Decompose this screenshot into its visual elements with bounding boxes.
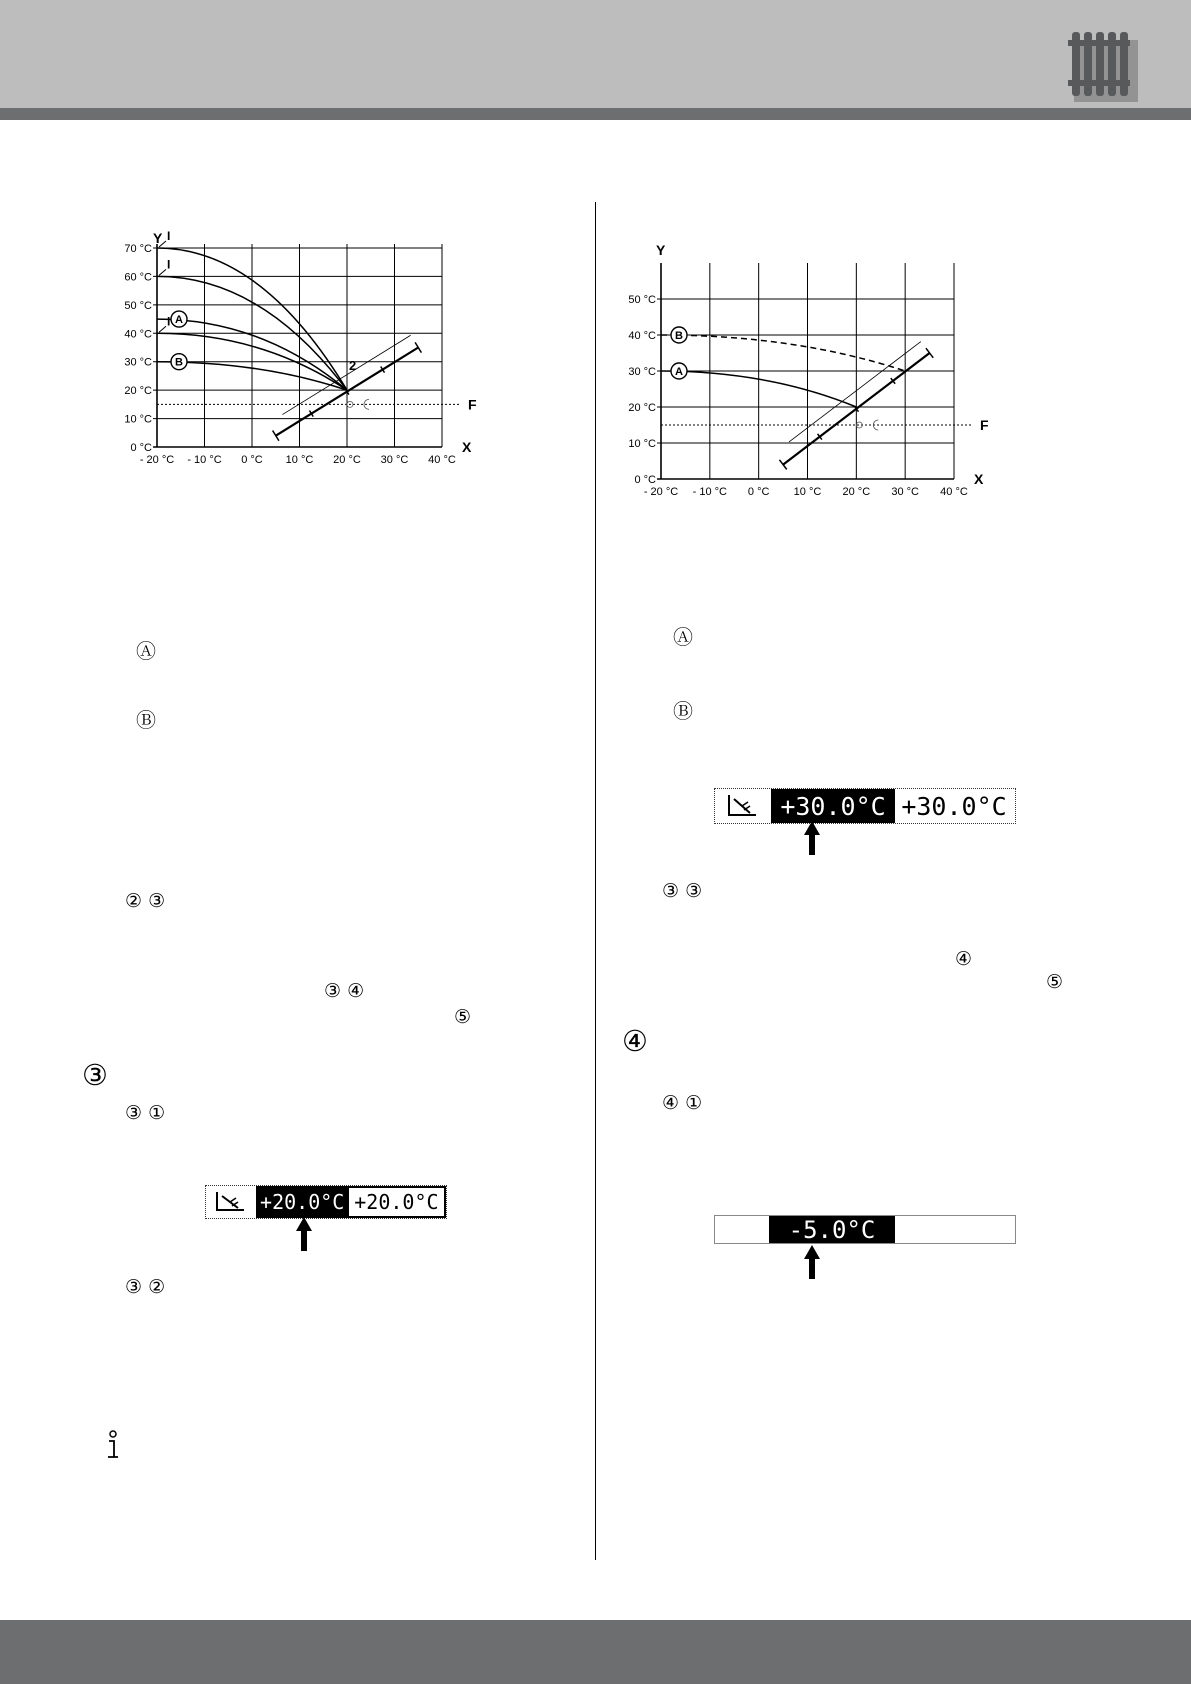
page-header	[0, 0, 1191, 108]
display-value-right: +30.0°C	[901, 791, 1007, 821]
marker-a: Ⓐ	[136, 639, 156, 663]
moon-icon	[715, 1216, 769, 1243]
y-axis-label: Y	[656, 242, 666, 258]
curve-label-pointer	[159, 326, 166, 332]
y-tick-label: 50 °C	[628, 294, 656, 306]
heating-curve-icon	[715, 789, 771, 823]
y-tick-label: 30 °C	[628, 366, 656, 378]
page-footer	[0, 1620, 1191, 1684]
x-tick-label: 40 °C	[428, 454, 456, 466]
display-heating-setpoint	[205, 1185, 447, 1219]
heating-curve-chart-left	[100, 229, 510, 502]
heating-curve-chart-right	[628, 242, 1070, 504]
reference-3-4: ③ ④	[324, 980, 365, 1002]
display-value: +20.0°C	[349, 1186, 446, 1218]
x-tick-label: 20 °C	[333, 454, 361, 466]
display-night-setpoint	[714, 1215, 1016, 1244]
marker-b: Ⓑ	[136, 708, 156, 732]
heating-curve	[661, 335, 905, 371]
reference-5-right: ⑤	[1046, 971, 1064, 993]
y-tick-label: 0 °C	[634, 474, 656, 486]
y-tick-label: 60 °C	[124, 271, 152, 284]
arrow-up-icon	[294, 1217, 314, 1251]
arrow-up-icon	[802, 821, 822, 855]
x-tick-label: - 20 °C	[643, 486, 679, 498]
section-number-4: ④	[622, 1024, 648, 1058]
column-divider	[595, 202, 596, 1560]
x-tick-label: - 20 °C	[139, 454, 175, 466]
x-tick-label: 0 °C	[241, 454, 263, 466]
y-tick-label: 0 °C	[130, 442, 152, 454]
reference-5: ⑤	[454, 1006, 472, 1028]
curve-label: I	[167, 314, 171, 329]
section-number-3: ③	[82, 1058, 108, 1092]
display-selected-value-right: +30.0°C	[771, 789, 895, 823]
curve-label-pointer	[159, 269, 166, 275]
display-setpoint-right	[714, 788, 1016, 824]
y-tick-label: 40 °C	[628, 330, 656, 342]
y-tick-label: 20 °C	[124, 385, 152, 398]
x-tick-label: 40 °C	[940, 486, 968, 498]
heating-curve-icon	[206, 1186, 258, 1218]
header-rule	[0, 108, 1191, 120]
axis-tick	[273, 431, 279, 441]
arrow-up-icon	[802, 1245, 822, 1279]
chart-grid	[628, 263, 968, 498]
axis-tick	[779, 460, 786, 470]
x-tick-label: 30 °C	[891, 486, 919, 498]
curve-marker-label: A	[675, 366, 683, 378]
curve-marker-label: B	[675, 330, 683, 342]
x-tick-label: 20 °C	[842, 486, 871, 498]
info-icon	[105, 1430, 121, 1460]
display-night-value: -5.0°C	[769, 1216, 895, 1243]
reference-4: ④	[955, 948, 973, 970]
marker-a-right: Ⓐ	[673, 625, 693, 649]
reference-3-3: ③ ③	[662, 880, 703, 902]
x-tick-label: 10 °C	[793, 486, 822, 498]
y-tick-label: 10 °C	[628, 438, 656, 450]
reference-3-1: ③ ①	[125, 1102, 166, 1124]
reference-2-3: ② ③	[125, 890, 166, 912]
display-empty-cell	[895, 1216, 1015, 1243]
reference-3-2: ③ ②	[125, 1276, 166, 1298]
threshold-label: F	[468, 396, 477, 413]
y-tick-label: 50 °C	[124, 299, 152, 312]
x-tick-label: 30 °C	[380, 454, 409, 466]
radiator-icon	[1066, 30, 1138, 102]
x-tick-label: 0 °C	[747, 486, 770, 498]
curve-marker-label: B	[175, 356, 183, 369]
x-axis-label: X	[974, 471, 984, 487]
y-tick-label: 20 °C	[628, 402, 656, 414]
x-tick-label: 10 °C	[285, 454, 314, 466]
threshold-label: F	[980, 417, 989, 433]
axis-tick	[415, 342, 421, 352]
y-tick-label: 40 °C	[124, 328, 152, 341]
display-selected-value: +20.0°C	[258, 1186, 349, 1218]
curve-marker-label: A	[175, 314, 183, 327]
x-axis-label: X	[462, 439, 472, 455]
curve-label: I	[167, 229, 171, 243]
y-tick-label: 30 °C	[124, 356, 152, 369]
marker-b-right: Ⓑ	[673, 699, 693, 723]
y-tick-label: 10 °C	[124, 413, 152, 426]
y-tick-label: 70 °C	[124, 243, 152, 255]
x-tick-label: - 10 °C	[187, 454, 222, 466]
reference-4-1: ④ ①	[662, 1092, 703, 1114]
y-axis-label: Y	[153, 230, 163, 246]
axis-tick	[926, 348, 933, 358]
x-tick-label: - 10 °C	[692, 486, 728, 498]
curve-label: I	[167, 257, 171, 272]
intersection-label: 2	[349, 358, 357, 374]
